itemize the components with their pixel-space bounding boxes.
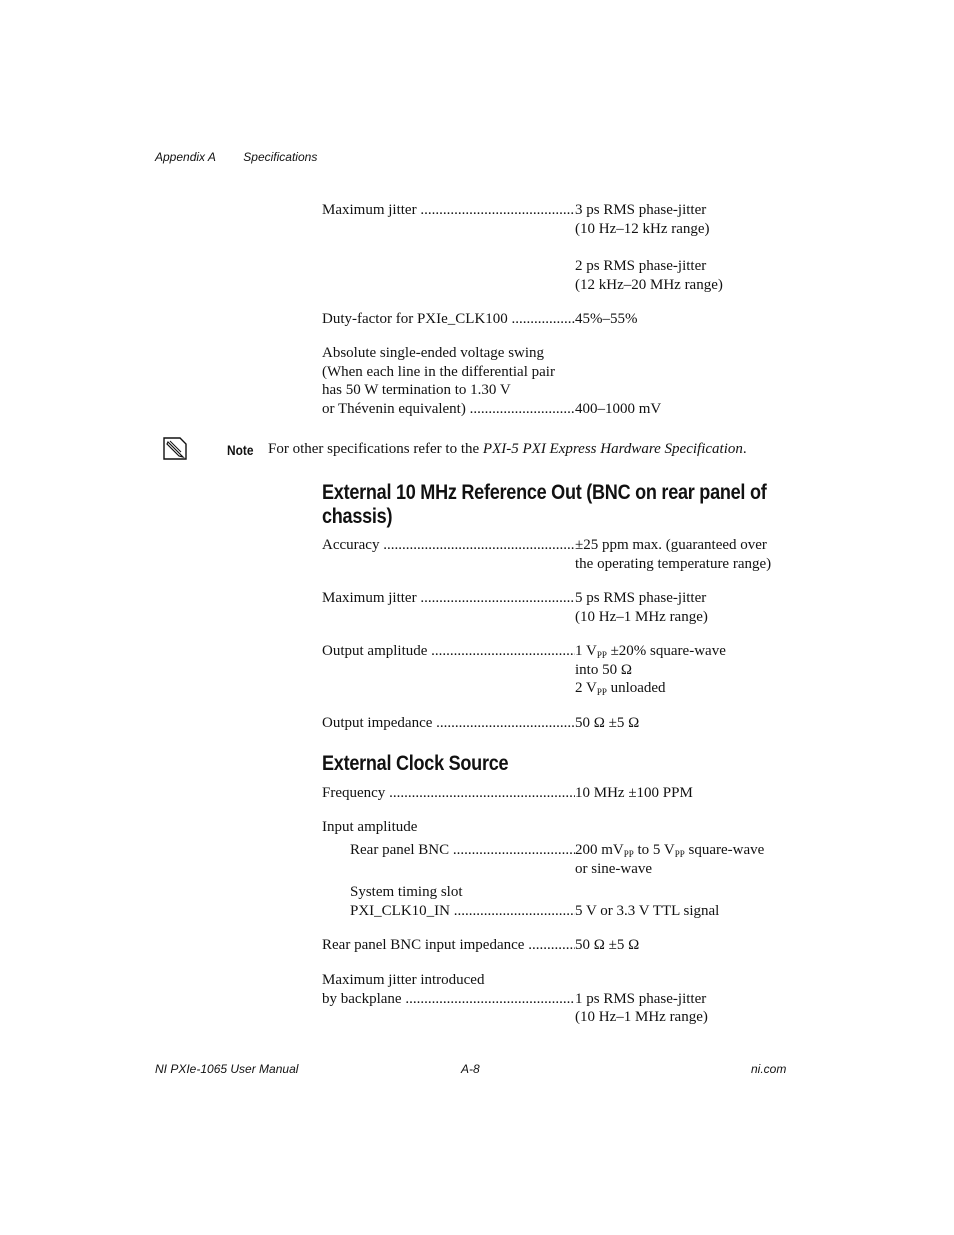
spec-label-backplane-jitter: by backplane ..... [322,990,575,1009]
spec-label-accuracy: Accuracy ..... [322,536,575,555]
footer-page-number: A-8 [461,1062,480,1076]
spec-value: the operating temperature range) [575,555,772,572]
spec-value: 2 ps RMS phase-jitter [575,258,707,274]
spec-label-output-amplitude: Output amplitude ..... [322,642,575,661]
spec-label-output-impedance: Output impedance ..... [322,714,575,733]
section-heading-external-clock: External Clock Source [322,752,509,775]
spec-value: 5 V or 3.3 V TTL signal [575,902,720,919]
spec-value: into 50 Ω [575,661,632,678]
spec-label-line: Absolute single-ended voltage swing [322,345,545,361]
spec-value: 50 Ω ±5 Ω [575,715,640,731]
note-text: For other specifications refer to the PXI-5 PXI Express Hardware Specification. [268,441,747,457]
spec-value: 10 MHz ±100 PPM [575,785,693,801]
header-section: Specifications [243,150,318,164]
spec-value: ±25 ppm max. (guaranteed over [575,537,767,553]
spec-value: 2 $V_{PP}$ unloaded [575,680,666,697]
note-label: Note [227,442,254,458]
footer-manual-title: NI PXIe-1065 User Manual [155,1062,299,1076]
spec-value: (10 Hz–1 MHz range) [575,1009,708,1025]
spec-label-input-impedance: Rear panel BNC input impedance ..... [322,936,575,955]
spec-label-duty-factor: Duty-factor for PXIe_CLK100 ..... [322,310,575,329]
spec-label-maximum-jitter: Maximum jitter ..... [322,589,575,608]
spec-label-frequency: Frequency ..... [322,784,575,803]
spec-value: 1 $V_{PP} \pm 20\%$ square-wave [575,643,726,660]
spec-label-input-amplitude: Input amplitude [322,819,418,835]
spec-label-line: System timing slot [350,884,463,900]
spec-value: 3 ps RMS phase-jitter [575,202,707,218]
footer-website: ni.com [751,1062,787,1076]
spec-label-line: (When each line in the differential pair [322,363,555,380]
running-header [155,150,317,164]
header-appendix: Appendix A [155,150,216,164]
section-heading-reference-out: External 10 MHz Reference Out (BNC on rear panel of chassis) [322,481,767,528]
spec-label-voltage-swing: or Thévenin equivalent) ..... [322,400,575,419]
spec-label-line: Maximum jitter introduced [322,972,485,988]
note-pencil-icon [160,433,190,463]
spec-label-pxi-clk10-in: PXI_CLK10_IN ..... [350,902,575,921]
spec-value: or sine-wave [575,860,653,877]
spec-value: 50 Ω ±5 Ω [575,937,640,953]
spec-value: 5 ps RMS phase-jitter [575,590,707,606]
spec-value: 400–1000 mV [575,400,662,417]
spec-value: 45%–55% [575,311,638,327]
spec-label-line: has 50 W termination to 1.30 V [322,382,511,398]
spec-label-rear-panel-bnc: Rear panel BNC ..... [350,841,575,860]
spec-label-maximum-jitter: Maximum jitter ..... [322,201,575,220]
spec-value: (10 Hz–1 MHz range) [575,608,708,625]
spec-value: (12 kHz–20 MHz range) [575,276,723,293]
spec-value: (10 Hz–12 kHz range) [575,220,710,237]
spec-value: 200 $mV_{PP}$ to 5 $V_{PP}$ square-wave [575,842,765,859]
spec-value: 1 ps RMS phase-jitter [575,990,707,1007]
